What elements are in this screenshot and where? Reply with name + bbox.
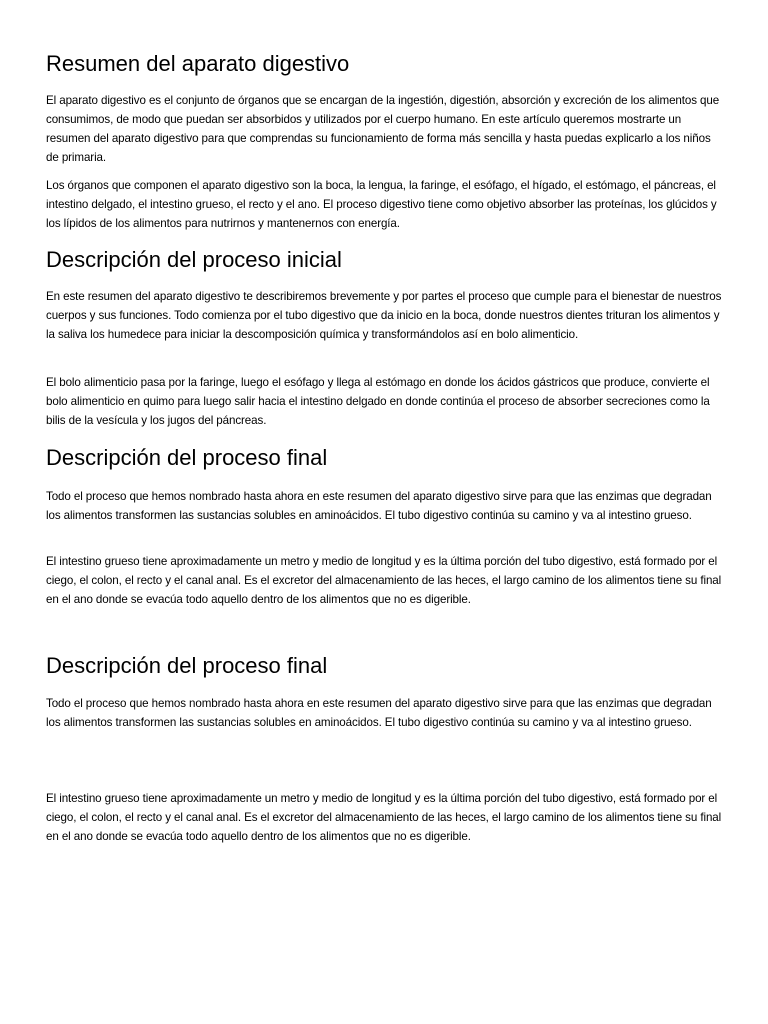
section-heading-resumen: Resumen del aparato digestivo [46, 51, 350, 76]
paragraph-inicio-boca: En este resumen del aparato digestivo te describiremos brevemente y por partes el proceso que cumple para el bienestar de nuestros cuerpos y sus funciones. Todo comienza por el tubo digestivo que da inicio en la boca, donde nuestros dientes trituran los alimentos y la saliva los humedece para iniciar la descomposición química y transformándolos así en bolo alimenticio. [46, 290, 722, 341]
section-heading-proceso-final: Descripción del proceso final [46, 445, 328, 470]
section-heading-proceso-final-repeat: Descripción del proceso final [46, 653, 328, 678]
paragraph-enzimas-repeat: Todo el proceso que hemos nombrado hasta ahora en este resumen del aparato digestivo sirve para que las enzimas que degradan los alimentos transformen las sustancias solubles en aminoácidos. El tubo digestivo continúa su camino y va al intestino grueso. [46, 697, 712, 729]
paragraph-intestino-grueso-repeat: El intestino grueso tiene aproximadamente un metro y medio de longitud y es la última porción del tubo digestivo, está formado por el ciego, el colon, el recto y el canal anal. Es el excretor del almacenamiento de las heces, el largo camino de los alimentos tiene su final en el ano donde se evacúa todo aquello dentro de los alimentos que no es digerible. [46, 792, 722, 843]
paragraph-intestino-grueso: El intestino grueso tiene aproximadamente un metro y medio de longitud y es la última porción del tubo digestivo, está formado por el ciego, el colon, el recto y el canal anal. Es el excretor del almacenamiento de las heces, el largo camino de los alimentos tiene su final en el ano donde se evacúa todo aquello dentro de los alimentos que no es digerible. [46, 555, 722, 606]
paragraph-enzimas: Todo el proceso que hemos nombrado hasta ahora en este resumen del aparato digestivo sirve para que las enzimas que degradan los alimentos transformen las sustancias solubles en aminoácidos. El tubo digestivo continúa su camino y va al intestino grueso. [46, 490, 712, 522]
section-heading-proceso-inicial: Descripción del proceso inicial [46, 247, 342, 272]
paragraph-bolo-alimenticio: El bolo alimenticio pasa por la faringe, luego el esófago y llega al estómago en donde los ácidos gástricos que produce, convierte el bolo alimenticio en quimo para luego salir hacia el intestino delgado en donde continúa el proceso de absorber secreciones como la bilis de la vesícula y los jugos del páncreas. [46, 376, 710, 427]
paragraph-introduccion: El aparato digestivo es el conjunto de órganos que se encargan de la ingestión, digestión, absorción y excreción de los alimentos que consumimos, de modo que puedan ser absorbidos y utilizados por el cuerpo humano. En este artículo queremos mostrarte un resumen del aparato digestivo para que comprendas su funcionamiento de forma más sencilla y hasta puedas explicarlo a los niños de primaria. [46, 94, 720, 164]
paragraph-organos: Los órganos que componen el aparato digestivo son la boca, la lengua, la faringe, el esófago, el hígado, el estómago, el páncreas, el intestino delgado, el intestino grueso, el recto y el ano. El proceso digestivo tiene como objetivo absorber las proteínas, los glúcidos y los lípidos de los alimentos para nutrirnos y mantenernos con energía. [46, 179, 717, 230]
